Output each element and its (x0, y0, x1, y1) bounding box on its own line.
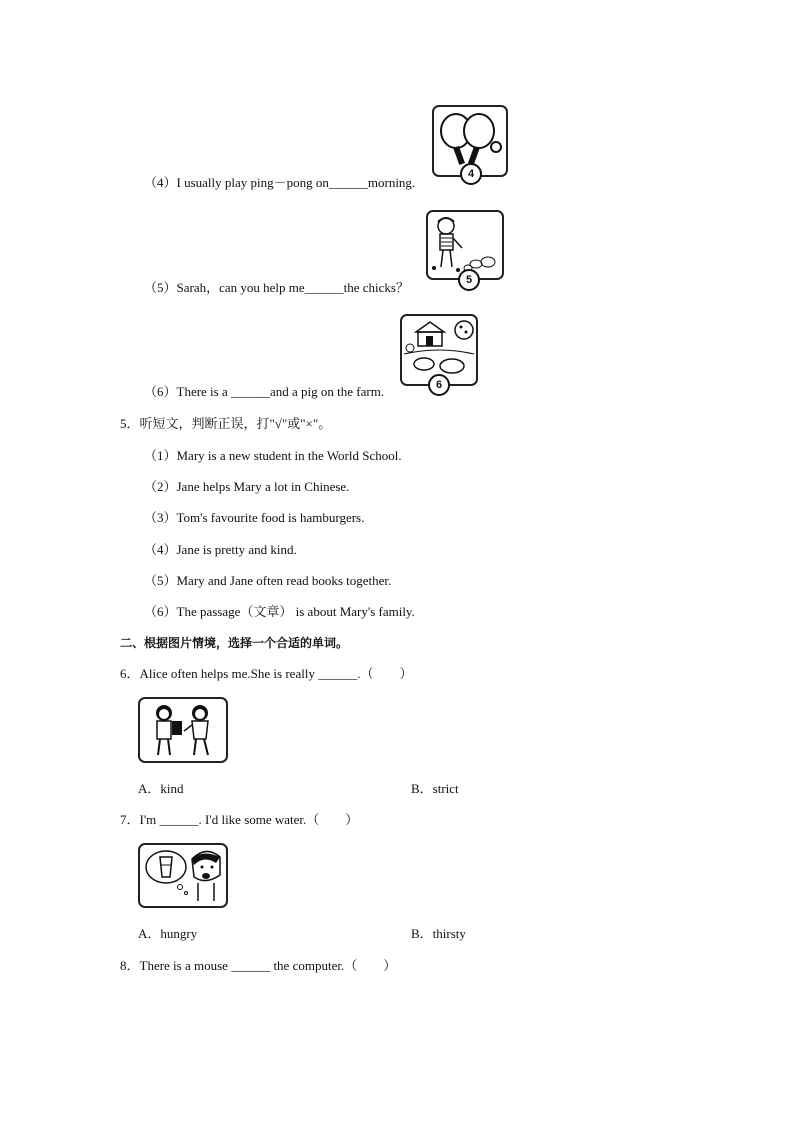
q5-statement-4: （4）Jane is pretty and kind. (144, 542, 297, 557)
q4-item-6: （6）There is a ______and a pig on the farm. (144, 384, 385, 399)
section-2-heading: 二、根据图片情境，选择一个合适的单词。 (120, 636, 349, 650)
q8-stem: 8．There is a mouse ______ the computer.（ ） (120, 958, 397, 973)
q5-statement-2: （2）Jane helps Mary a lot in Chinese. (144, 479, 350, 494)
thirsty-boy-water-glass-icon (138, 843, 228, 908)
q7-stem: 7．I'm ______. I'd like some water.（ ） (120, 812, 359, 827)
q5-statement-5: （5）Mary and Jane often read books together. (144, 573, 392, 588)
q6-stem: 6．Alice often helps me.She is really ______.（ ） (120, 666, 413, 681)
picture-number-badge: 5 (458, 269, 480, 291)
q7-option-a[interactable]: A．hungry (138, 926, 198, 941)
picture-number-badge: 6 (428, 374, 450, 396)
q5-statement-6: （6）The passage（文章） is about Mary's family. (144, 604, 415, 619)
q4-item-5: （5）Sarah，can you help me______the chicks？ (144, 280, 409, 295)
q5-statement-3: （3）Tom's favourite food is hamburgers. (144, 510, 365, 525)
two-girls-helping-icon (138, 697, 228, 763)
q6-option-b[interactable]: B．strict (411, 781, 459, 796)
q5-statement-1: （1）Mary is a new student in the World School. (144, 448, 402, 463)
q5-title: 5．听短文，判断正误，打"√"或"×"。 (120, 416, 332, 431)
q7-option-b[interactable]: B．thirsty (411, 926, 466, 941)
q6-option-a[interactable]: A．kind (138, 781, 184, 796)
q4-item-4: （4）I usually play ping－pong on______morning. (144, 175, 416, 190)
picture-number-badge: 4 (460, 163, 482, 185)
